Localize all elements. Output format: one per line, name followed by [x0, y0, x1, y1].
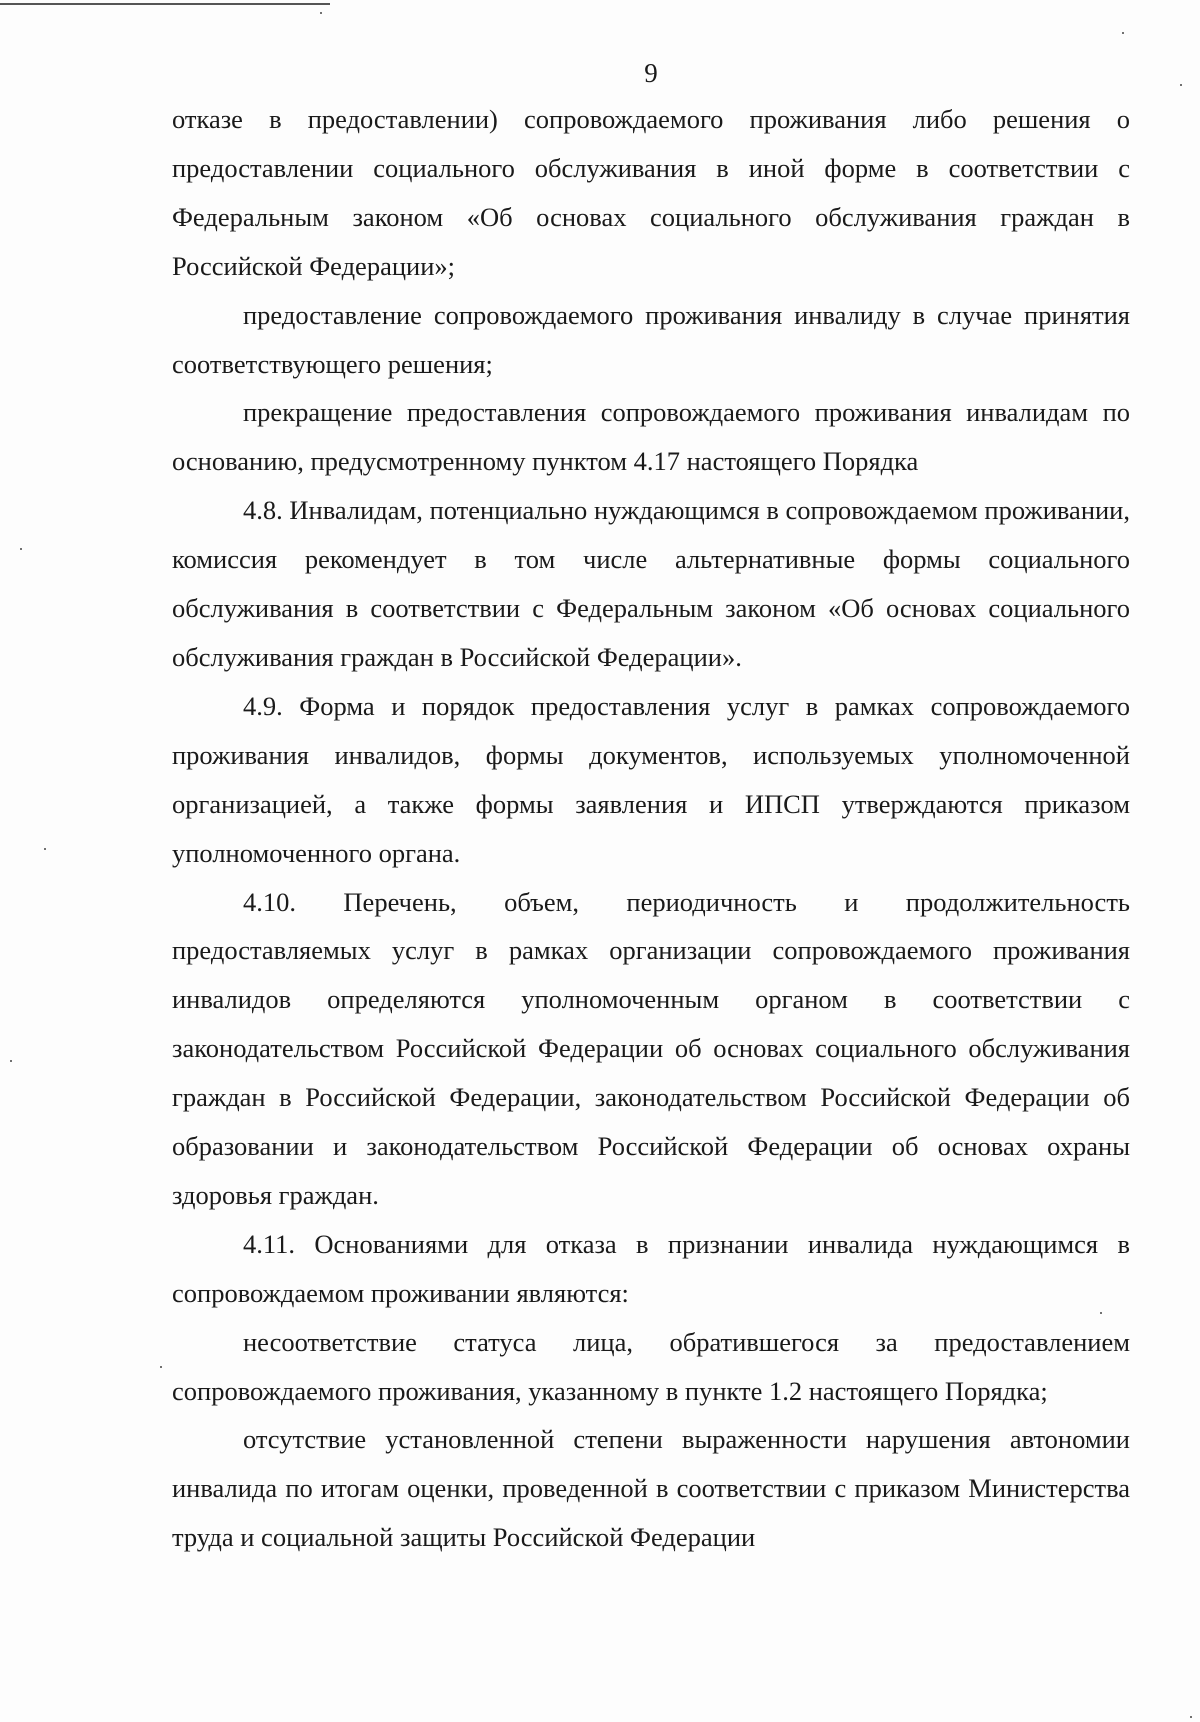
scan-speck — [1122, 32, 1124, 34]
paragraph-4-9: 4.9. Форма и порядок предоставления услуг в рамках сопровождаемого проживания инвалидов, формы документов, используемых уполномоченной организацией, а также формы заявления и ИПСП утверждаются приказом уполномоченного органа. — [172, 690, 1130, 868]
scan-speck — [1100, 1312, 1102, 1314]
scan-speck — [160, 1366, 162, 1368]
scan-edge-line — [0, 3, 330, 5]
paragraph-4-10: 4.10. Перечень, объем, периодичность и продолжительность предоставляемых услуг в рамках организации сопровождаемого проживания инвалидов определяются уполномоченным органом в соответствии с законодательством Российской Федерации об основах социального обслуживания граждан в Российской Федерации, законодательством Российской Федерации об образовании и законодательством Российской Федерации об основах охраны здоровья граждан. — [172, 886, 1130, 1210]
paragraph-4-11: 4.11. Основаниями для отказа в признании инвалида нуждающимся в сопровождаемом проживании являются: — [172, 1228, 1130, 1308]
paragraph-provision-decision: предоставление сопровождаемого проживания инвалиду в случае принятия соответствующего решения; — [172, 299, 1130, 379]
paragraph-continuation: отказе в предоставлении) сопровождаемого проживания либо решения о предоставлении социального обслуживания в иной форме в соответствии с Федеральным законом «Об основах социального обслуживания граждан в Российской Федерации»; — [172, 104, 1130, 281]
paragraph-4-8: 4.8. Инвалидам, потенциально нуждающимся в сопровождаемом проживании, комиссия рекомендует в том числе альтернативные формы социального обслуживания в соответствии с Федеральным законом «Об основах социального обслуживания граждан в Российской Федерации». — [172, 495, 1130, 672]
scan-speck — [320, 12, 322, 14]
page-number: 9 — [644, 58, 658, 88]
scan-speck — [10, 1060, 12, 1062]
paragraph-autonomy-impairment: отсутствие установленной степени выраженности нарушения автономии инвалида по итогам оценки, проведенной в соответствии с приказом Министерства труда и социальной защиты Российской Федерации — [172, 1424, 1130, 1553]
scan-speck — [1180, 84, 1182, 86]
document-body — [172, 95, 1130, 1562]
scan-speck — [1190, 1716, 1192, 1718]
scan-speck — [20, 548, 22, 550]
scan-speck — [44, 848, 46, 850]
paragraph-termination: прекращение предоставления сопровождаемого проживания инвалидам по основанию, предусмотренному пунктом 4.17 настоящего Порядка — [172, 397, 1130, 477]
paragraph-status-mismatch: несоответствие статуса лица, обратившегося за предоставлением сопровождаемого проживания, указанному в пункте 1.2 настоящего Порядка; — [172, 1326, 1130, 1406]
